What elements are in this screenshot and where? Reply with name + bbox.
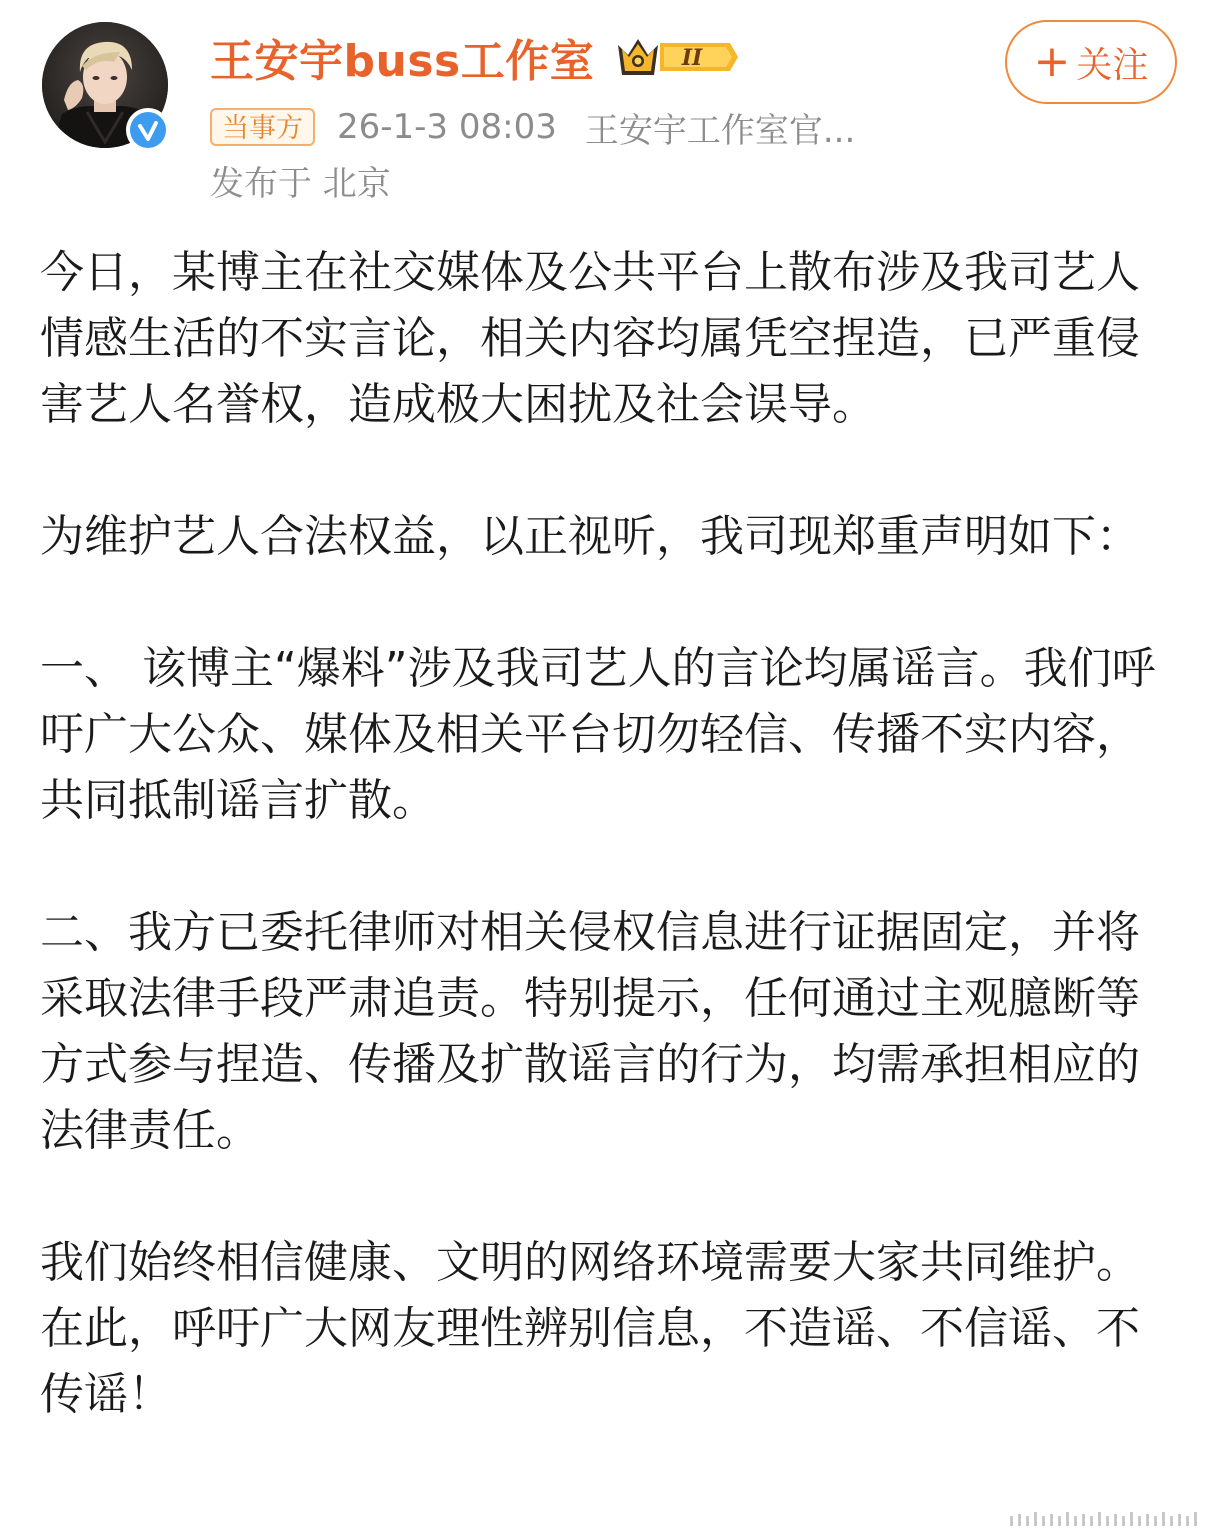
post-timestamp: 26-1-3 08:03 bbox=[337, 107, 557, 147]
party-tag: 当事方 bbox=[210, 108, 315, 146]
plus-icon: + bbox=[1033, 36, 1071, 87]
post-paragraph: 二、我方已委托律师对相关侵权信息进行证据固定，并将采取法律手段严肃追责。特别提示，任何通过主观臆断等方式参与捏造、传播及扩散谣言的行为，均需承担相应的法律责任。 bbox=[40, 907, 1140, 1156]
post-source[interactable]: 王安宇工作室官... bbox=[584, 110, 856, 151]
name-row bbox=[210, 22, 742, 92]
post-paragraph: 一、 该博主“爆料”涉及我司艺人的言论均属谣言。我们呼吁广大公众、媒体及相关平台切勿轻信、传播不实内容，共同抵制谣言扩散。 bbox=[40, 643, 1156, 826]
post-paragraph: 今日，某博主在社交媒体及公共平台上散布涉及我司艺人情感生活的不实言论，相关内容均属凭空捏造，已严重侵害艺人名誉权，造成极大困扰及社会误导。 bbox=[40, 247, 1140, 430]
post-paragraph: 为维护艺人合法权益，以正视听，我司现郑重声明如下： bbox=[40, 511, 1140, 562]
verified-check-icon bbox=[126, 108, 170, 152]
username[interactable]: 王安宇buss工作室 bbox=[210, 36, 595, 87]
follow-label: 关注 bbox=[1076, 44, 1149, 86]
post-paragraph: 我们始终相信健康、文明的网络环境需要大家共同维护。在此，呼吁广大网友理性辨别信息，不造谣、不信谣、不传谣！ bbox=[40, 1237, 1140, 1420]
post-location: 发布于 北京 bbox=[210, 164, 391, 204]
meta-row bbox=[210, 104, 855, 150]
rank-badge-label: II bbox=[681, 45, 703, 71]
follow-button[interactable] bbox=[1005, 20, 1177, 104]
crown-level-badge-icon[interactable] bbox=[612, 29, 742, 85]
post-header bbox=[0, 0, 1216, 220]
watermark-icon bbox=[1010, 1512, 1206, 1528]
post-body bbox=[40, 240, 1176, 1494]
